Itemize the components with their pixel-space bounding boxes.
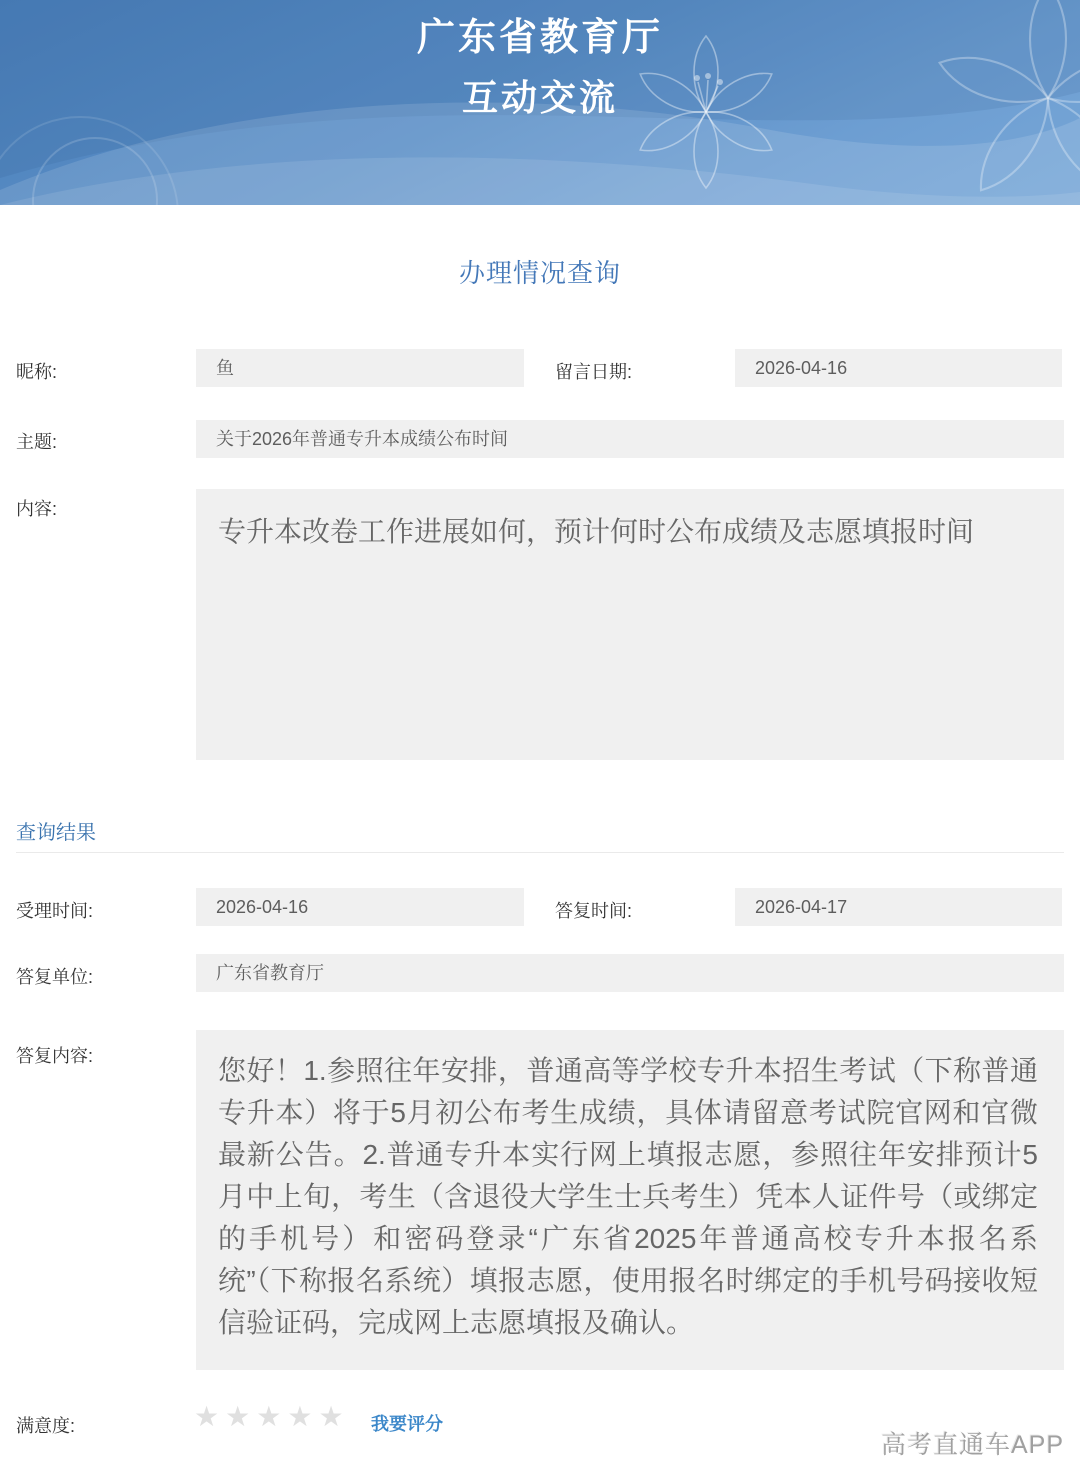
message-date-field[interactable]: 2026-04-16 bbox=[735, 349, 1062, 387]
watermark: 高考直通车APP bbox=[880, 1431, 1064, 1459]
star-icon[interactable]: ★ bbox=[287, 1401, 319, 1432]
reply-time-label: 答复时间: bbox=[555, 901, 633, 921]
nickname-label: 昵称: bbox=[16, 362, 58, 382]
subject-label: 主题: bbox=[16, 432, 58, 452]
reply-content-label: 答复内容: bbox=[16, 1046, 94, 1066]
star-rating bbox=[194, 1400, 350, 1434]
nickname-field[interactable]: 鱼 bbox=[196, 349, 524, 387]
reply-unit-label: 答复单位: bbox=[16, 967, 94, 987]
page-header bbox=[0, 0, 1080, 205]
star-icon[interactable]: ★ bbox=[318, 1401, 350, 1432]
subject-field[interactable]: 关于2026年普通专升本成绩公布时间 bbox=[196, 420, 1064, 458]
site-title: 广东省教育厅 bbox=[416, 17, 663, 59]
accept-time-label: 受理时间: bbox=[16, 901, 94, 921]
star-icon[interactable]: ★ bbox=[256, 1401, 288, 1432]
reply-time-field[interactable]: 2026-04-17 bbox=[735, 888, 1062, 926]
section-divider bbox=[16, 852, 1064, 853]
rate-link[interactable]: 我要评分 bbox=[371, 1414, 443, 1434]
satisfaction-label: 满意度: bbox=[16, 1416, 76, 1436]
star-icon[interactable]: ★ bbox=[194, 1401, 226, 1432]
message-date-label: 留言日期: bbox=[555, 362, 633, 382]
content-label: 内容: bbox=[16, 499, 58, 519]
star-icon[interactable]: ★ bbox=[225, 1401, 257, 1432]
result-section-title: 查询结果 bbox=[16, 822, 96, 844]
accept-time-field[interactable]: 2026-04-16 bbox=[196, 888, 524, 926]
reply-unit-field[interactable]: 广东省教育厅 bbox=[196, 954, 1064, 992]
content-textarea[interactable]: 专升本改卷工作进展如何，预计何时公布成绩及志愿填报时间 bbox=[196, 489, 1064, 760]
site-subtitle: 互动交流 bbox=[461, 77, 618, 118]
page-title: 办理情况查询 bbox=[458, 258, 621, 288]
reply-content-textarea[interactable]: 您好！1.参照往年安排，普通高等学校专升本招生考试（下称普通专升本）将于5月初公布考生成绩，具体请留意考试院官网和官微最新公告。2.普通专升本实行网上填报志愿，参照往年安排预计5月中上旬，考生（含退役大学生士兵考生）凭本人证件号（或绑定的手机号）和密码登录“广东省2025年普通高校专升本报名系统”（下称报名系统）填报志愿，使用报名时绑定的手机号码接收短信验证码，完成网上志愿填报及确认。 bbox=[196, 1030, 1064, 1370]
